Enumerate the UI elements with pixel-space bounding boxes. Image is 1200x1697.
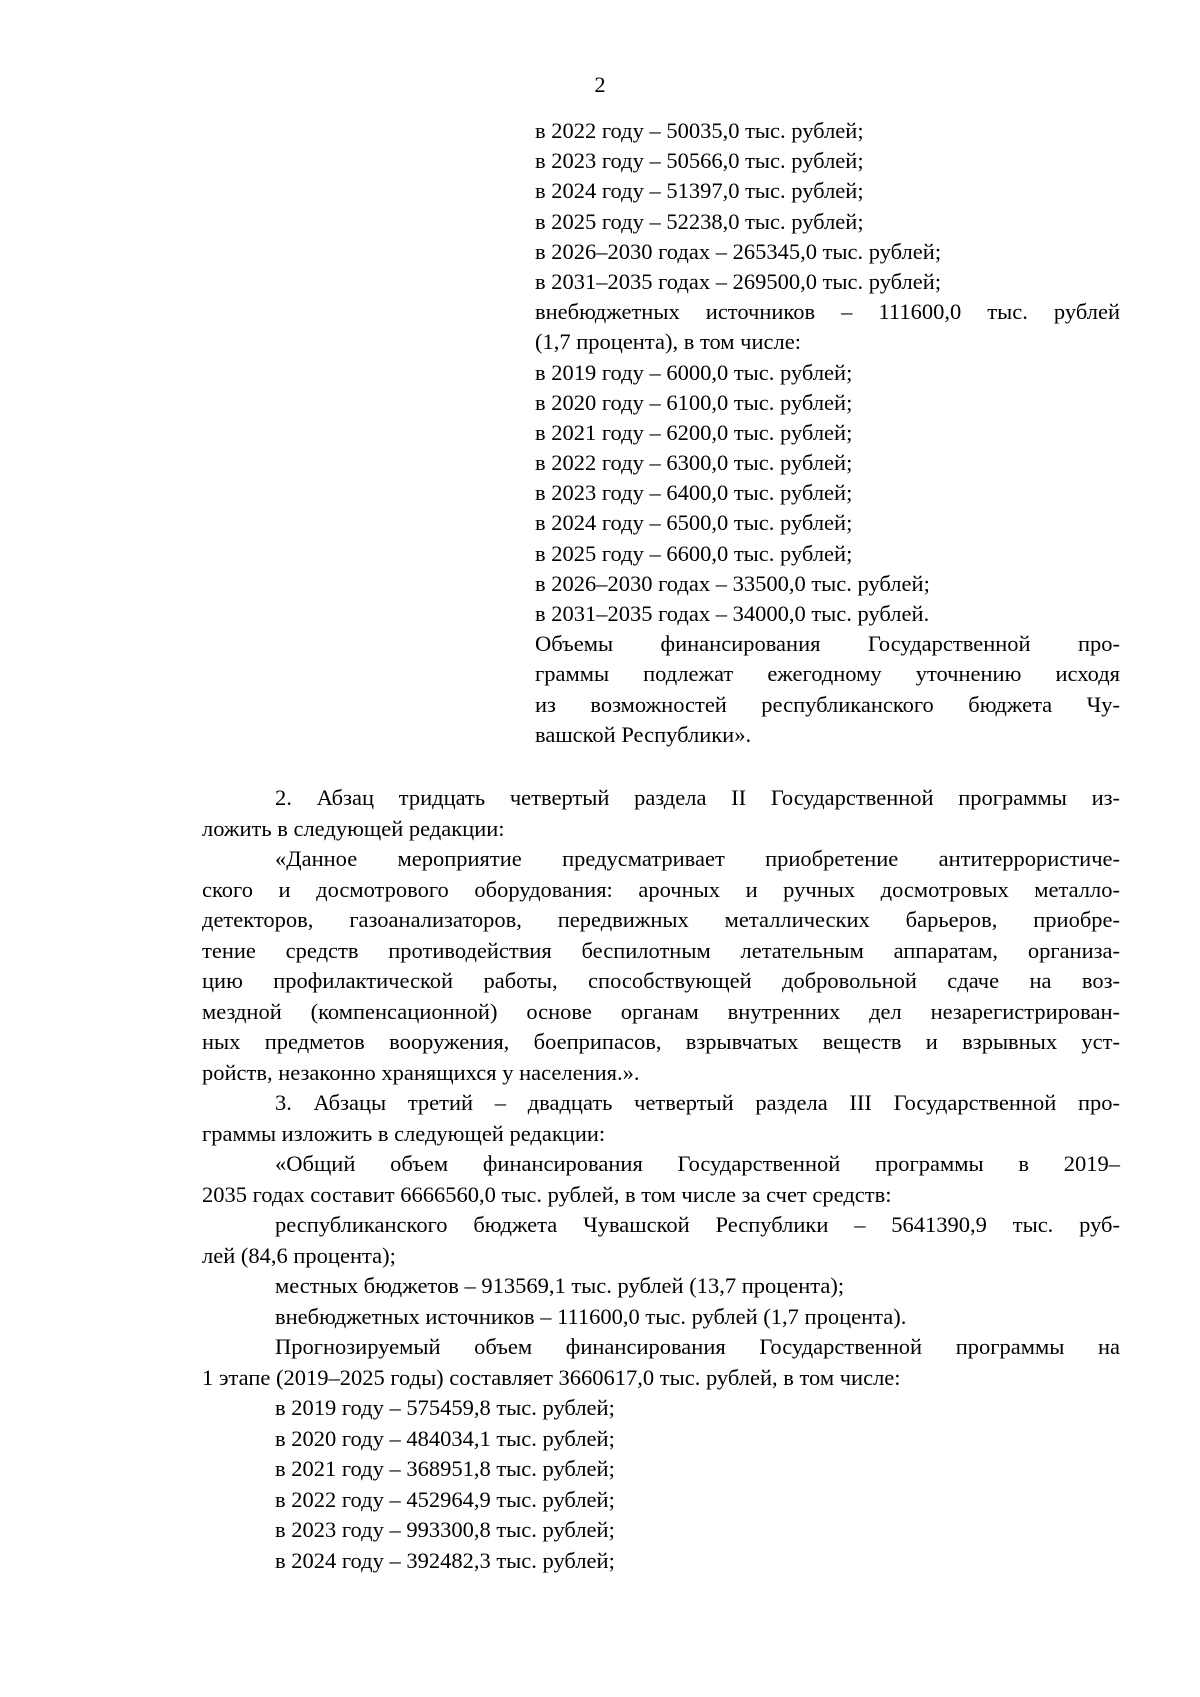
funding-paragraph-line: республиканского бюджета Чувашской Республики – 5641390,9 тыс. руб- <box>275 1212 1120 1237</box>
text-line: из возможностей республиканского бюджета Чу- <box>535 691 1120 717</box>
text-line: (1,7 процента), в том числе: <box>535 329 801 355</box>
forecast-paragraph-line: 1 этапе (2019–2025 годы) составляет 3660617,0 тыс. рублей, в том числе: <box>202 1364 901 1390</box>
text-line: вашской Республики». <box>535 721 752 747</box>
quoted-paragraph-line: мездной (компенсационной) основе органам внутренних дел незарегистрирован- <box>202 998 1120 1024</box>
funding-continuation-column <box>535 116 1120 750</box>
text-line: в 2019 году – 6000,0 тыс. рублей; <box>535 359 853 385</box>
text-line: в 2026–2030 годах – 33500,0 тыс. рублей; <box>535 570 930 596</box>
text-line: в 2031–2035 годах – 269500,0 тыс. рублей; <box>535 268 942 294</box>
year-funding-line: в 2019 году – 575459,8 тыс. рублей; <box>275 1395 615 1420</box>
text-line: в 2020 году – 6100,0 тыс. рублей; <box>535 389 853 415</box>
quoted-paragraph-line: «Данное мероприятие предусматривает приобретение антитеррористиче- <box>275 846 1120 871</box>
paragraph-3-line: граммы изложить в следующей редакции: <box>202 1120 606 1146</box>
paragraph-2-line: 2. Абзац тридцать четвертый раздела II Государственной программы из- <box>275 785 1120 810</box>
quoted-paragraph-line: детекторов, газоанализаторов, передвижных металлических барьеров, приобре- <box>202 907 1120 932</box>
main-text-body <box>202 783 1120 1576</box>
text-line: в 2025 году – 52238,0 тыс. рублей; <box>535 208 864 234</box>
text-line: в 2024 году – 6500,0 тыс. рублей; <box>535 510 853 536</box>
year-funding-line: в 2020 году – 484034,1 тыс. рублей; <box>275 1425 615 1451</box>
forecast-paragraph-line: Прогнозируемый объем финансирования Государственной программы на <box>275 1334 1120 1359</box>
text-line: внебюджетных источников – 111600,0 тыс. рублей <box>535 299 1120 325</box>
text-line: в 2024 году – 51397,0 тыс. рублей; <box>535 178 864 204</box>
funding-paragraph-line: внебюджетных источников – 111600,0 тыс. рублей (1,7 процента). <box>275 1303 907 1329</box>
text-line: в 2022 году – 50035,0 тыс. рублей; <box>535 118 864 143</box>
text-line: в 2021 году – 6200,0 тыс. рублей; <box>535 419 853 445</box>
text-line: в 2022 году – 6300,0 тыс. рублей; <box>535 450 853 476</box>
year-funding-line: в 2021 году – 368951,8 тыс. рублей; <box>275 1456 615 1481</box>
paragraph-2-line: ложить в следующей редакции: <box>202 815 505 841</box>
quoted-paragraph-line: тение средств противодействия беспилотным летательным аппаратам, организа- <box>202 937 1120 963</box>
funding-paragraph-line: местных бюджетов – 913569,1 тыс. рублей (13,7 процента); <box>275 1273 845 1298</box>
paragraph-3-line: 3. Абзацы третий – двадцать четвертый раздела III Государственной про- <box>275 1090 1120 1115</box>
quoted-paragraph-line: цию профилактической работы, способствующей добровольной сдаче на воз- <box>202 968 1120 993</box>
text-line: в 2026–2030 годах – 265345,0 тыс. рублей; <box>535 238 942 264</box>
funding-paragraph-line: 2035 годах составит 6666560,0 тыс. рублей, в том числе за счет средств: <box>202 1181 892 1207</box>
quoted-paragraph-line: ных предметов вооружения, боеприпасов, взрывчатых веществ и взрывных уст- <box>202 1029 1120 1054</box>
year-funding-line: в 2022 году – 452964,9 тыс. рублей; <box>275 1486 615 1512</box>
text-line: в 2023 году – 6400,0 тыс. рублей; <box>535 480 853 506</box>
year-funding-line: в 2024 году – 392482,3 тыс. рублей; <box>275 1547 615 1573</box>
text-line: в 2023 году – 50566,0 тыс. рублей; <box>535 148 864 174</box>
funding-paragraph-line: «Общий объем финансирования Государственной программы в 2019– <box>275 1151 1120 1176</box>
page-number: 2 <box>594 72 606 97</box>
quoted-paragraph-line: ского и досмотрового оборудования: арочных и ручных досмотровых металло- <box>202 876 1120 902</box>
funding-paragraph-line: лей (84,6 процента); <box>202 1242 396 1268</box>
text-line: граммы подлежат ежегодному уточнению исходя <box>535 661 1120 687</box>
text-line: в 2031–2035 годах – 34000,0 тыс. рублей. <box>535 601 930 626</box>
text-line: Объемы финансирования Государственной про- <box>535 631 1120 657</box>
year-funding-line: в 2023 году – 993300,8 тыс. рублей; <box>275 1517 615 1542</box>
text-line: в 2025 году – 6600,0 тыс. рублей; <box>535 540 853 566</box>
quoted-paragraph-line: ройств, незаконно хранящихся у населения.». <box>202 1059 640 1085</box>
